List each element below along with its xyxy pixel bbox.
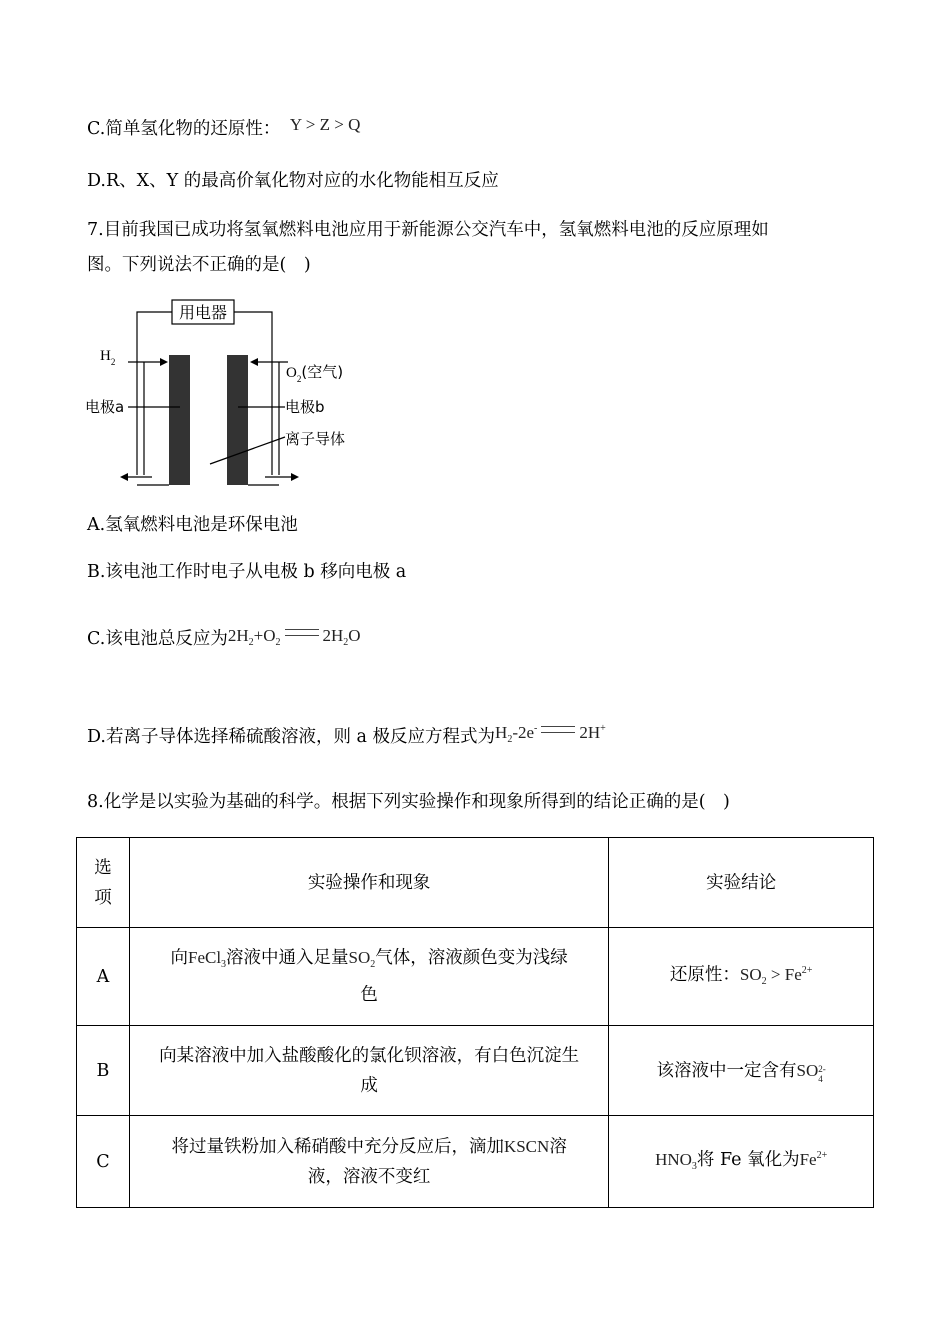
row-b-option: B [77,1026,130,1116]
q7-option-b: B.该电池工作时电子从电极 b 移向电极 a [87,562,407,582]
ion-conductor-label: 离子导体 [285,430,346,448]
row-a-option: A [77,928,130,1026]
row-c-conclusion: $HNO_3$将 Fe 氧化为$Fe^{2+}$ [609,1116,874,1208]
table-row [77,1116,874,1208]
wire-left [137,312,172,355]
option-c-formula: Y > Z > Q [289,115,361,134]
option-d-line: D.R、X、Y 的最高价氧化物对应的水化物能相互反应 [87,171,499,191]
row-b-conclusion: 该溶液中一定含有SO2- 4 [609,1026,874,1116]
electrode-a-label: 电极a [85,398,125,416]
o2-label: $O_2$(空气) [286,363,344,384]
fuel-cell-diagram [80,292,380,492]
anode-reaction-equation: $H_2-2e^-$ 2H+ [495,723,606,745]
electrode-b-label: 电极b [285,398,325,416]
total-reaction-equation: $2H_2+O_2$ $2H_2O$ [227,626,361,648]
option-c-text: C.简单氢化物的还原性： [87,119,281,139]
header-operation: 实验操作和现象 [129,838,608,928]
table-row [77,928,874,1026]
h2-label: $H_2$ [100,348,116,367]
row-c-operation: 将过量铁粉加入稀硝酸中充分反应后，滴加KSCN溶 液，溶液不变红 [129,1116,608,1208]
table-header-row [77,838,874,928]
wire-right [234,312,272,355]
device-label: 用电器 [178,303,228,322]
q7-option-c: C.该电池总反应为$2H_2+O_2$ $2H_2O$ [87,626,361,649]
row-b-operation: 向某溶液中加入盐酸酸化的氯化钡溶液，有白色沉淀生 成 [129,1026,608,1116]
table-row [77,1026,874,1116]
row-c-option: C [77,1116,130,1208]
electrode-a-plate [169,355,190,485]
q7-stem-line1: 7.目前我国已成功将氢氧燃料电池应用于新能源公交汽车中，氢氧燃料电池的反应原理如 [87,220,769,240]
header-option: 选 项 [77,838,130,928]
header-conclusion: 实验结论 [609,838,874,928]
q7-option-a: A.氢氧燃料电池是环保电池 [87,515,298,535]
experiment-table [76,837,874,1208]
row-a-conclusion: 还原性：$SO_2 > Fe^{2+}$ [609,928,874,1026]
electrode-b-plate [227,355,248,485]
row-a-operation: 向FeCl$_3$溶液中通入足量$SO_2$气体，溶液颜色变为浅绿 色 [129,928,608,1026]
q7-option-d: D.若离子导体选择稀硫酸溶液，则 a 极反应方程式为$H_2-2e^-$ 2H+ [87,723,606,747]
q8-stem: 8.化学是以实验为基础的科学。根据下列实验操作和现象所得到的结论正确的是( ) [87,792,730,812]
q7-stem-line2: 图。下列说法不正确的是( ) [87,255,311,275]
option-c-line [87,115,361,140]
